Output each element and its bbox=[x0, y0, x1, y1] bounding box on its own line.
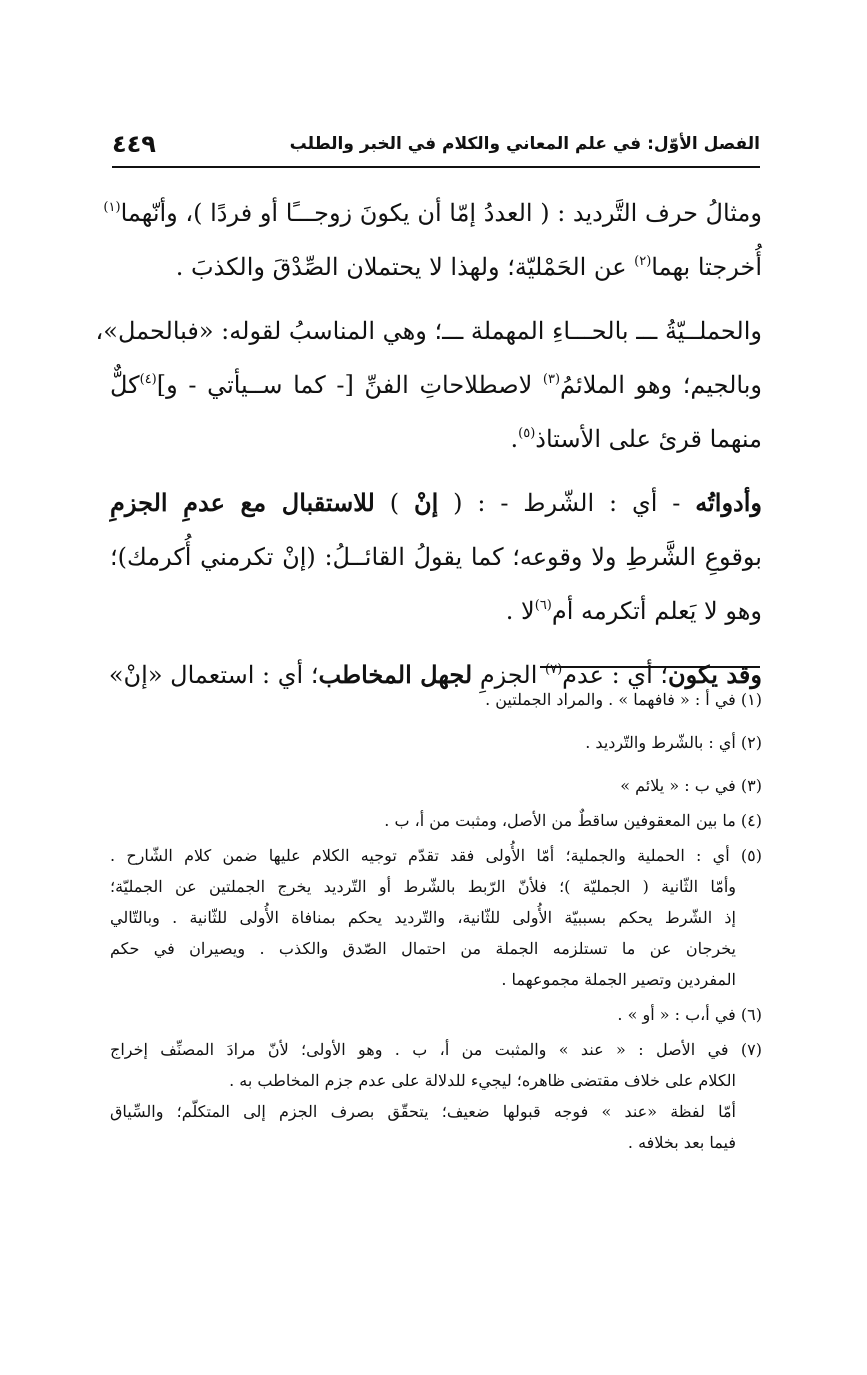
text-line: وبالجيم؛ وهو الملائمُ$^{(٣)}$ لاصطلاحاتِ الفنِّ [- كما ســيأتي - و]$^{(٤)}$كلٌّ bbox=[110, 371, 763, 399]
footnote-ref: (٧) bbox=[545, 662, 563, 677]
footnote-ref: (٤) bbox=[139, 372, 157, 387]
footnote-6: (٦) في أ،ب : « أو » . bbox=[617, 1005, 762, 1024]
footnote-5-cont: يخرجان عن ما تستلزمه الجملة من احتمال الصّدق والكذب . ويصيران في حكم bbox=[110, 939, 736, 958]
footnote-7-cont: فيما بعد بخلافه . bbox=[627, 1133, 736, 1152]
footnote-2: (٢) أي : بالشّرط والتّرديد . bbox=[585, 733, 762, 752]
text-line: بوقوعِ الشَّرطِ ولا وقوعه؛ كما يقولُ القائــلُ: (إنْ تكرمني أُكرمك)؛ bbox=[110, 543, 762, 571]
footnote-ref: (٢) bbox=[634, 254, 652, 269]
footnote-4: (٤) ما بين المعقوفين ساقطٌ من الأصل، ومثبت من أ، ب . bbox=[384, 811, 762, 830]
footnote-5-cont: وأمّا الثّانية ( الجمليّة )؛ فلأنّ الرّبط بالشّرط أو التّرديد يخرج الجملتين عن الجمليّة؛ bbox=[110, 877, 736, 896]
main-text bbox=[95, 186, 763, 702]
footnote-ref: (٣) bbox=[542, 372, 561, 387]
text-line: وقد يكون؛ أي : عدم$^{(٧)}$ الجزمِ لجهل المخاطب؛ أي : استعمال «إنْ» bbox=[108, 660, 762, 689]
footnote-ref: (٦) bbox=[534, 598, 552, 613]
page-number: ٤٤٩ bbox=[112, 130, 156, 158]
footnote-ref: (١) bbox=[103, 200, 121, 215]
header-rule bbox=[112, 166, 760, 168]
text-line: أُخرجتا بهما$^{(٢)}$ عن الحَمْليّة؛ ولهذا لا يحتملان الصِّدْقَ والكذبَ . bbox=[175, 253, 762, 281]
text-line: وهو لا يَعلم أتكرمه أم$^{(٦)}$لا . bbox=[505, 597, 762, 625]
text-line: منهما قرئ على الأستاذ$^{(٥)}$. bbox=[510, 425, 762, 453]
footnote-ref: (٥) bbox=[518, 426, 536, 441]
footnote-rule bbox=[540, 666, 760, 668]
footnote-5-cont: المفردين وتصير الجملة مجموعهما . bbox=[501, 970, 736, 989]
footnote-5-cont: إذ الشّرط يحكم بسببيّة الأُولى للثّانية، والتّرديد يحكم بمنافاة الأُولى للثّانية . وبالتّالي bbox=[110, 908, 736, 927]
footnote-5: (٥) أي : الحملية والجملية؛ أمّا الأُولى فقد تقدّم توجيه الكلام عليها ضمن كلام الشّارح . bbox=[110, 846, 762, 865]
footnote-3: (٣) في ب : « يلائم » bbox=[620, 776, 762, 795]
footnote-1: (١) في أ : « فافهما » . والمراد الجملتين . bbox=[485, 690, 762, 709]
footnote-7: (٧) في الأصل : « عند » والمثبت من أ، ب . وهو الأولى؛ لأنّ مرادَ المصنِّف إخراج bbox=[110, 1040, 762, 1059]
footnote-7-cont: الكلام على خلاف مقتضى ظاهره؛ ليجيء للدلالة على عدم جزم المخاطب به . bbox=[229, 1071, 736, 1090]
footnote-7-cont: أمّا لفظة «عند » فوجه قبولها ضعيف؛ يتحقّق بصرف الجزم إلى المتكلّم؛ والسِّياق bbox=[110, 1102, 736, 1121]
chapter-title: الفصل الأوّل: في علم المعاني والكلام في الخبر والطلب bbox=[289, 134, 760, 154]
running-header bbox=[112, 128, 760, 164]
text-line: والحملــيّةُ ـــ بالحـــاءِ المهملة ـــ؛ وهي المناسبُ لقوله: «فبالحمل»، bbox=[95, 317, 762, 345]
text-line: ومثالُ حرف التَّرديد : ( العددُ إمّا أن يكونَ زوجـــًا أو فردًا )، وأنّهما$^{(١)}$ bbox=[103, 199, 762, 227]
text-line: وأدواتُه - أي : الشّرط - : ( إنْ ) للاستقبال مع عدمِ الجزمِ bbox=[110, 488, 762, 517]
footnotes bbox=[110, 684, 762, 1158]
